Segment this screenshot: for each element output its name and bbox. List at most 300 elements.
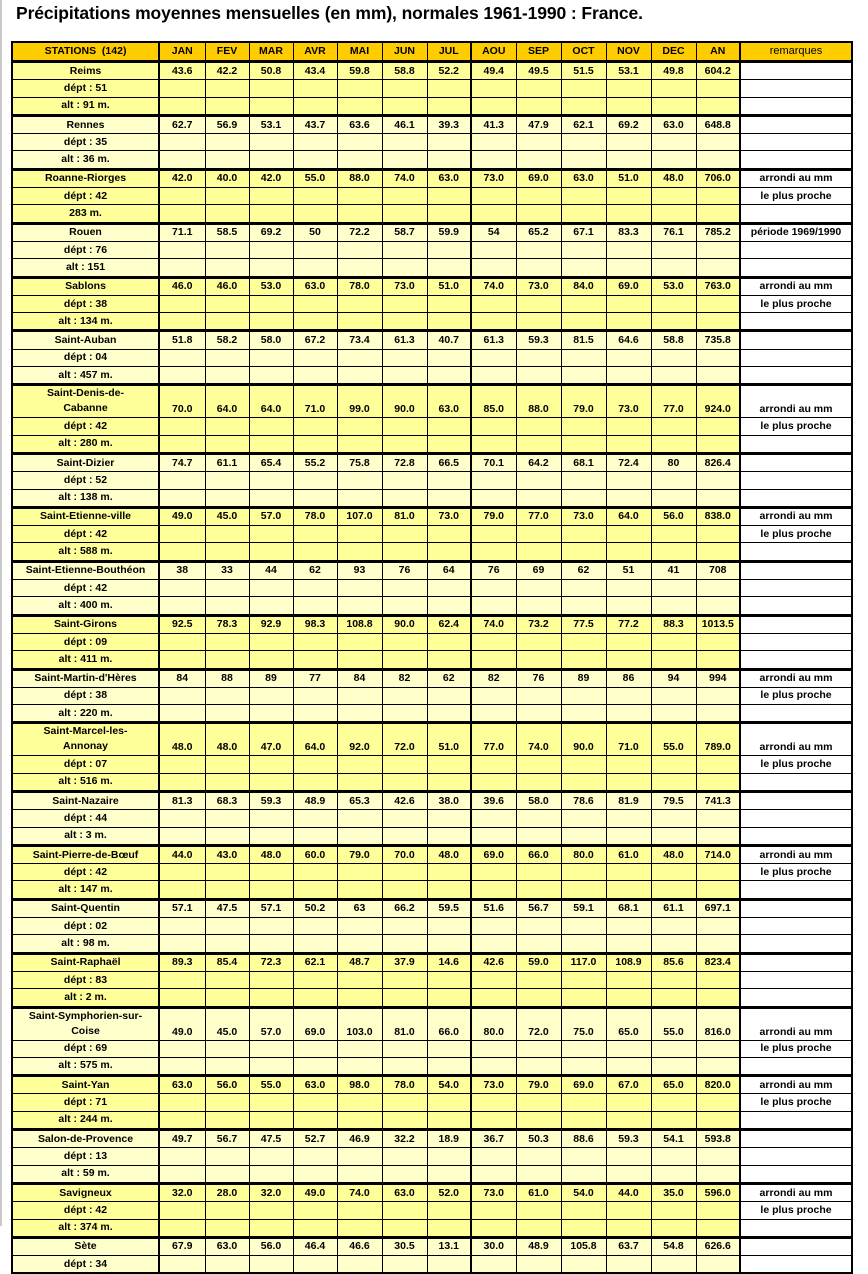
empty-cell xyxy=(427,80,471,97)
station-name xyxy=(12,115,159,133)
value-nov: 65.0 xyxy=(606,1007,651,1040)
empty-cell xyxy=(159,971,205,988)
empty-cell xyxy=(205,1040,249,1057)
column-header-dec: DEC xyxy=(651,42,696,62)
value-avr: 77 xyxy=(293,669,337,687)
value-nov: 83.3 xyxy=(606,223,651,241)
header-row xyxy=(12,42,852,62)
empty-cell xyxy=(337,526,382,543)
empty-cell xyxy=(205,705,249,723)
remark-cell xyxy=(740,899,852,917)
remark-cell: le plus proche xyxy=(740,1094,852,1111)
precipitation-table xyxy=(11,41,853,1274)
value-dec: 49.8 xyxy=(651,62,696,80)
empty-cell xyxy=(337,633,382,650)
empty-cell xyxy=(427,1256,471,1274)
empty-cell xyxy=(382,1148,427,1165)
empty-cell xyxy=(293,1165,337,1183)
empty-cell xyxy=(561,295,606,312)
remark-cell: arrondi au mm xyxy=(740,1076,852,1094)
value-dec: 41 xyxy=(651,561,696,579)
empty-cell xyxy=(471,295,516,312)
station-altitude: alt : 91 m. xyxy=(12,97,159,115)
empty-cell xyxy=(696,1040,740,1057)
empty-cell xyxy=(337,597,382,615)
empty-cell xyxy=(651,1040,696,1057)
remark-cell: le plus proche xyxy=(740,418,852,435)
empty-cell xyxy=(337,349,382,366)
station-name xyxy=(12,223,159,241)
value-jun: 58.7 xyxy=(382,223,427,241)
empty-cell xyxy=(427,687,471,704)
station-row xyxy=(12,953,852,971)
empty-cell xyxy=(696,989,740,1007)
empty-cell xyxy=(382,295,427,312)
station-alt-row xyxy=(12,1165,852,1183)
value-mar: 57.1 xyxy=(249,899,293,917)
empty-cell xyxy=(159,633,205,650)
empty-cell xyxy=(159,97,205,115)
value-jan: 74.7 xyxy=(159,453,205,471)
value-mar: 53.1 xyxy=(249,115,293,133)
value-sep: 59.0 xyxy=(516,953,561,971)
empty-cell xyxy=(293,580,337,597)
empty-cell xyxy=(205,1111,249,1129)
empty-cell xyxy=(606,295,651,312)
empty-cell xyxy=(159,864,205,881)
empty-cell xyxy=(159,1148,205,1165)
empty-cell xyxy=(337,188,382,205)
station-name-line: Annonay xyxy=(63,740,108,753)
value-sep: 79.0 xyxy=(516,1076,561,1094)
value-nov: 51 xyxy=(606,561,651,579)
empty-cell xyxy=(337,1057,382,1075)
column-header-jun: JUN xyxy=(382,42,427,62)
value-dec: 55.0 xyxy=(651,1007,696,1040)
empty-cell xyxy=(561,1202,606,1219)
empty-cell xyxy=(696,349,740,366)
empty-cell xyxy=(427,543,471,561)
station-dept-row xyxy=(12,1040,852,1057)
empty-cell xyxy=(159,349,205,366)
empty-cell xyxy=(561,989,606,1007)
empty-cell xyxy=(516,1202,561,1219)
empty-cell xyxy=(516,241,561,258)
remark-cell xyxy=(740,1130,852,1148)
station-alt-row xyxy=(12,543,852,561)
empty-cell xyxy=(696,935,740,953)
station-name xyxy=(12,1237,159,1255)
empty-cell xyxy=(249,80,293,97)
value-oct: 77.5 xyxy=(561,615,606,633)
value-dec: 56.0 xyxy=(651,507,696,525)
value-sep: 69.0 xyxy=(516,169,561,187)
empty-cell xyxy=(606,971,651,988)
empty-cell xyxy=(159,989,205,1007)
empty-cell xyxy=(516,1219,561,1237)
station-dept: dépt : 44 xyxy=(12,810,159,827)
remark-cell xyxy=(740,97,852,115)
station-dept-row xyxy=(12,472,852,489)
station-name-line: Saint-Auban xyxy=(54,334,117,347)
remark-cell xyxy=(740,435,852,453)
value-aou: 74.0 xyxy=(471,615,516,633)
station-altitude: alt : 575 m. xyxy=(12,1057,159,1075)
empty-cell xyxy=(249,1165,293,1183)
station-dept-row xyxy=(12,864,852,881)
station-altitude: alt : 36 m. xyxy=(12,151,159,169)
empty-cell xyxy=(159,597,205,615)
empty-cell xyxy=(696,1219,740,1237)
empty-cell xyxy=(159,151,205,169)
empty-cell xyxy=(205,1165,249,1183)
empty-cell xyxy=(205,489,249,507)
value-an: 994 xyxy=(696,669,740,687)
value-mar: 69.2 xyxy=(249,223,293,241)
empty-cell xyxy=(427,881,471,899)
value-aou: 36.7 xyxy=(471,1130,516,1148)
remark-cell: arrondi au mm xyxy=(740,1183,852,1201)
value-mar: 89 xyxy=(249,669,293,687)
empty-cell xyxy=(337,687,382,704)
empty-cell xyxy=(293,935,337,953)
value-sep: 76 xyxy=(516,669,561,687)
empty-cell xyxy=(337,543,382,561)
empty-cell xyxy=(337,1256,382,1274)
remark-cell xyxy=(740,791,852,809)
empty-cell xyxy=(471,80,516,97)
value-oct: 105.8 xyxy=(561,1237,606,1255)
empty-cell xyxy=(337,241,382,258)
value-jun: 76 xyxy=(382,561,427,579)
empty-cell xyxy=(293,80,337,97)
empty-cell xyxy=(249,205,293,223)
value-sep: 59.3 xyxy=(516,331,561,349)
value-nov: 69.0 xyxy=(606,277,651,295)
empty-cell xyxy=(516,1111,561,1129)
value-fev: 48.0 xyxy=(205,723,249,756)
empty-cell xyxy=(471,367,516,385)
empty-cell xyxy=(427,349,471,366)
empty-cell xyxy=(159,1219,205,1237)
value-jun: 73.0 xyxy=(382,277,427,295)
column-header-an: AN xyxy=(696,42,740,62)
value-mar: 64.0 xyxy=(249,385,293,418)
empty-cell xyxy=(561,313,606,331)
remark-cell xyxy=(740,453,852,471)
value-mai: 75.8 xyxy=(337,453,382,471)
value-an: 763.0 xyxy=(696,277,740,295)
empty-cell xyxy=(205,472,249,489)
empty-cell xyxy=(606,543,651,561)
empty-cell xyxy=(651,241,696,258)
station-dept: dépt : 02 xyxy=(12,918,159,935)
remark-cell: le plus proche xyxy=(740,188,852,205)
station-name xyxy=(12,62,159,80)
empty-cell xyxy=(427,705,471,723)
remark-cell xyxy=(740,1111,852,1129)
empty-cell xyxy=(606,1148,651,1165)
empty-cell xyxy=(249,881,293,899)
empty-cell xyxy=(427,418,471,435)
station-dept-row xyxy=(12,918,852,935)
value-avr: 55.2 xyxy=(293,453,337,471)
empty-cell xyxy=(471,188,516,205)
empty-cell xyxy=(249,151,293,169)
empty-cell xyxy=(205,367,249,385)
value-fev: 78.3 xyxy=(205,615,249,633)
remark-cell xyxy=(740,651,852,669)
empty-cell xyxy=(696,1148,740,1165)
empty-cell xyxy=(561,1094,606,1111)
station-alt-row xyxy=(12,367,852,385)
empty-cell xyxy=(696,810,740,827)
value-jun: 90.0 xyxy=(382,615,427,633)
station-alt-row xyxy=(12,259,852,277)
empty-cell xyxy=(293,188,337,205)
value-jul: 66.0 xyxy=(427,1007,471,1040)
remark-cell xyxy=(740,367,852,385)
empty-cell xyxy=(382,188,427,205)
station-name-line: Rennes xyxy=(66,118,105,131)
empty-cell xyxy=(696,97,740,115)
empty-cell xyxy=(471,1256,516,1274)
empty-cell xyxy=(516,1094,561,1111)
empty-cell xyxy=(696,188,740,205)
value-jun: 58.8 xyxy=(382,62,427,80)
empty-cell xyxy=(606,1202,651,1219)
remark-cell xyxy=(740,151,852,169)
empty-cell xyxy=(205,151,249,169)
empty-cell xyxy=(249,651,293,669)
empty-cell xyxy=(337,367,382,385)
empty-cell xyxy=(606,80,651,97)
station-name xyxy=(12,791,159,809)
station-alt-row xyxy=(12,205,852,223)
empty-cell xyxy=(382,1057,427,1075)
value-dec: 85.6 xyxy=(651,953,696,971)
value-jul: 54.0 xyxy=(427,1076,471,1094)
empty-cell xyxy=(205,687,249,704)
empty-cell xyxy=(651,1111,696,1129)
value-oct: 54.0 xyxy=(561,1183,606,1201)
empty-cell xyxy=(249,418,293,435)
empty-cell xyxy=(205,1057,249,1075)
empty-cell xyxy=(249,918,293,935)
empty-cell xyxy=(516,918,561,935)
empty-cell xyxy=(427,1040,471,1057)
empty-cell xyxy=(606,1094,651,1111)
station-alt-row xyxy=(12,989,852,1007)
column-header-aou: AOU xyxy=(471,42,516,62)
remark-cell: arrondi au mm xyxy=(740,669,852,687)
value-fev: 58.5 xyxy=(205,223,249,241)
empty-cell xyxy=(606,259,651,277)
empty-cell xyxy=(249,810,293,827)
empty-cell xyxy=(249,1256,293,1274)
empty-cell xyxy=(651,881,696,899)
empty-cell xyxy=(382,935,427,953)
empty-cell xyxy=(561,633,606,650)
empty-cell xyxy=(696,918,740,935)
value-mar: 72.3 xyxy=(249,953,293,971)
station-dept: dépt : 04 xyxy=(12,349,159,366)
value-aou: 76 xyxy=(471,561,516,579)
empty-cell xyxy=(293,971,337,988)
empty-cell xyxy=(561,472,606,489)
empty-cell xyxy=(249,349,293,366)
empty-cell xyxy=(651,633,696,650)
empty-cell xyxy=(159,580,205,597)
empty-cell xyxy=(606,864,651,881)
remark-cell: arrondi au mm xyxy=(740,1007,852,1040)
empty-cell xyxy=(651,1202,696,1219)
value-jun: 46.1 xyxy=(382,115,427,133)
empty-cell xyxy=(205,241,249,258)
value-nov: 44.0 xyxy=(606,1183,651,1201)
empty-cell xyxy=(651,1165,696,1183)
station-name xyxy=(12,1130,159,1148)
value-jun: 42.6 xyxy=(382,791,427,809)
value-mar: 57.0 xyxy=(249,507,293,525)
value-jul: 13.1 xyxy=(427,1237,471,1255)
value-fev: 45.0 xyxy=(205,507,249,525)
empty-cell xyxy=(516,526,561,543)
empty-cell xyxy=(249,756,293,773)
value-oct: 73.0 xyxy=(561,507,606,525)
column-header-mai: MAI xyxy=(337,42,382,62)
value-jan: 67.9 xyxy=(159,1237,205,1255)
value-an: 820.0 xyxy=(696,1076,740,1094)
empty-cell xyxy=(337,989,382,1007)
value-jul: 18.9 xyxy=(427,1130,471,1148)
empty-cell xyxy=(516,705,561,723)
empty-cell xyxy=(471,687,516,704)
value-dec: 54.1 xyxy=(651,1130,696,1148)
value-an: 735.8 xyxy=(696,331,740,349)
column-header-fev: FEV xyxy=(205,42,249,62)
value-oct: 63.0 xyxy=(561,169,606,187)
empty-cell xyxy=(205,134,249,151)
value-sep: 69 xyxy=(516,561,561,579)
station-name-line: Saint-Pierre-de-Bœuf xyxy=(32,848,139,861)
empty-cell xyxy=(427,1111,471,1129)
empty-cell xyxy=(651,651,696,669)
empty-cell xyxy=(249,543,293,561)
value-jul: 51.0 xyxy=(427,277,471,295)
empty-cell xyxy=(471,1111,516,1129)
value-fev: 56.0 xyxy=(205,1076,249,1094)
empty-cell xyxy=(651,705,696,723)
empty-cell xyxy=(696,773,740,791)
station-dept-row xyxy=(12,418,852,435)
station-altitude: alt : 59 m. xyxy=(12,1165,159,1183)
empty-cell xyxy=(606,580,651,597)
empty-cell xyxy=(205,418,249,435)
value-fev: 58.2 xyxy=(205,331,249,349)
station-altitude: alt : 220 m. xyxy=(12,705,159,723)
empty-cell xyxy=(337,935,382,953)
empty-cell xyxy=(696,367,740,385)
value-sep: 72.0 xyxy=(516,1007,561,1040)
station-name xyxy=(12,899,159,917)
value-avr: 46.4 xyxy=(293,1237,337,1255)
station-row xyxy=(12,169,852,187)
value-mai: 99.0 xyxy=(337,385,382,418)
empty-cell xyxy=(516,881,561,899)
empty-cell xyxy=(159,435,205,453)
empty-cell xyxy=(427,259,471,277)
empty-cell xyxy=(159,773,205,791)
empty-cell xyxy=(696,633,740,650)
empty-cell xyxy=(159,80,205,97)
empty-cell xyxy=(651,349,696,366)
empty-cell xyxy=(382,827,427,845)
station-row xyxy=(12,561,852,579)
empty-cell xyxy=(471,241,516,258)
empty-cell xyxy=(516,580,561,597)
empty-cell xyxy=(606,651,651,669)
remark-cell: le plus proche xyxy=(740,1040,852,1057)
empty-cell xyxy=(249,687,293,704)
empty-cell xyxy=(516,418,561,435)
empty-cell xyxy=(159,472,205,489)
value-jul: 51.0 xyxy=(427,723,471,756)
value-oct: 90.0 xyxy=(561,723,606,756)
value-jun: 61.3 xyxy=(382,331,427,349)
empty-cell xyxy=(651,418,696,435)
remark-cell xyxy=(740,543,852,561)
value-avr: 48.9 xyxy=(293,791,337,809)
empty-cell xyxy=(382,489,427,507)
column-header-nov: NOV xyxy=(606,42,651,62)
value-aou: 79.0 xyxy=(471,507,516,525)
empty-cell xyxy=(205,80,249,97)
empty-cell xyxy=(696,418,740,435)
empty-cell xyxy=(606,134,651,151)
value-dec: 76.1 xyxy=(651,223,696,241)
empty-cell xyxy=(205,989,249,1007)
empty-cell xyxy=(427,918,471,935)
empty-cell xyxy=(382,633,427,650)
station-dept: dépt : 38 xyxy=(12,295,159,312)
empty-cell xyxy=(382,971,427,988)
value-oct: 75.0 xyxy=(561,1007,606,1040)
value-nov: 77.2 xyxy=(606,615,651,633)
empty-cell xyxy=(561,80,606,97)
station-dept-row xyxy=(12,971,852,988)
empty-cell xyxy=(561,1219,606,1237)
remark-cell xyxy=(740,1256,852,1274)
value-oct: 79.0 xyxy=(561,385,606,418)
empty-cell xyxy=(471,489,516,507)
empty-cell xyxy=(606,526,651,543)
empty-cell xyxy=(159,1256,205,1274)
value-aou: 73.0 xyxy=(471,1076,516,1094)
empty-cell xyxy=(337,827,382,845)
station-altitude: alt : 280 m. xyxy=(12,435,159,453)
empty-cell xyxy=(471,418,516,435)
value-mai: 65.3 xyxy=(337,791,382,809)
empty-cell xyxy=(516,1165,561,1183)
value-an: 708 xyxy=(696,561,740,579)
station-altitude: alt : 2 m. xyxy=(12,989,159,1007)
remark-cell xyxy=(740,615,852,633)
station-name-line: Sète xyxy=(74,1240,97,1253)
value-jan: 46.0 xyxy=(159,277,205,295)
station-row xyxy=(12,223,852,241)
empty-cell xyxy=(159,687,205,704)
